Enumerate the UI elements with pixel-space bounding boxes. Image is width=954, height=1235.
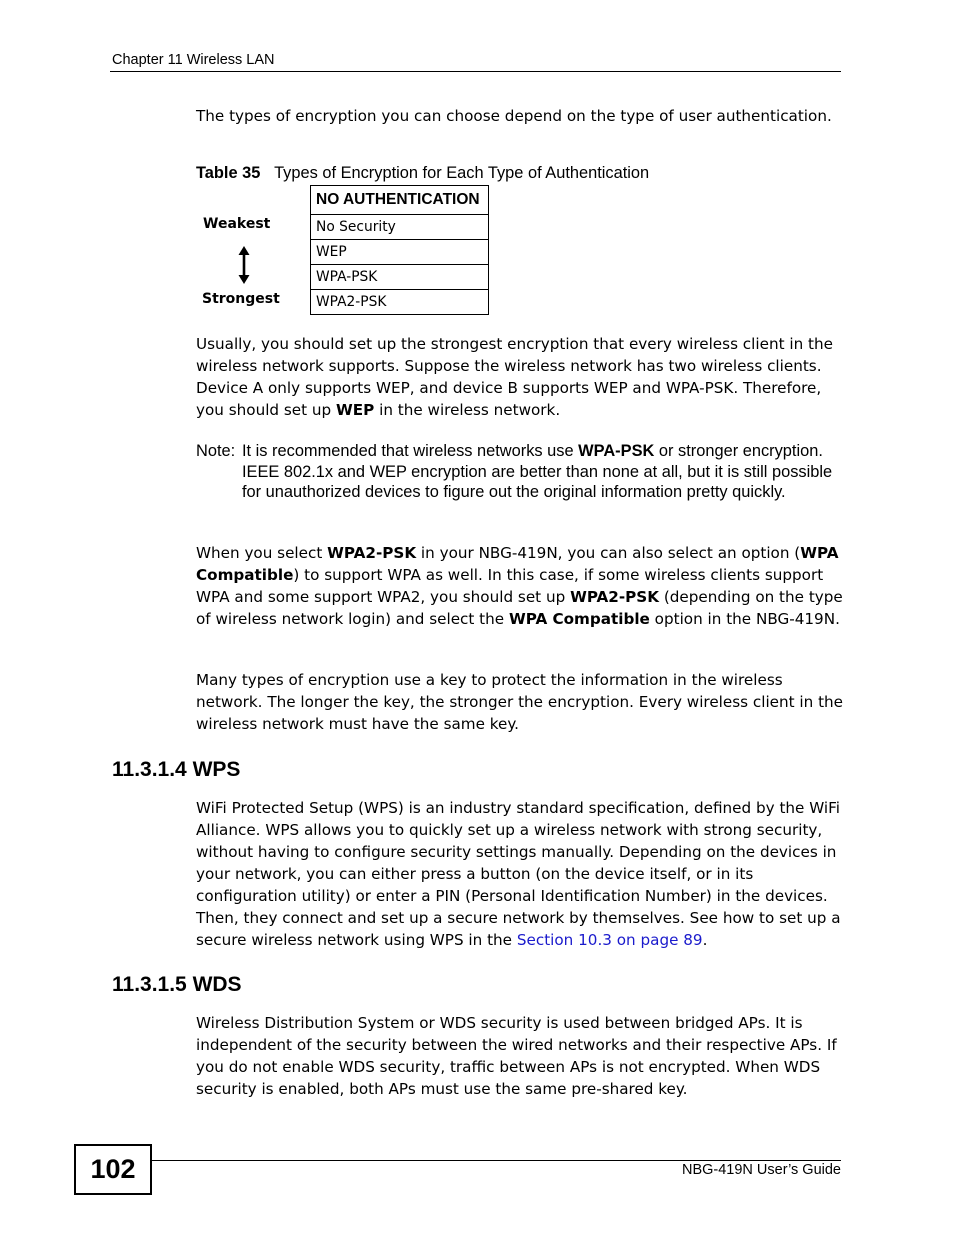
wds-paragraph: Wireless Distribution System or WDS security is used between bridged APs. It is independent of the security between the wired networks and their respective APs. If you do not enable WDS security, traffic between APs is not encrypted. When WDS security is enabled, both APs must use the same pre-shared key.: [196, 1014, 837, 1098]
strongest-label: Strongest: [202, 291, 280, 307]
table-caption: [196, 163, 649, 183]
guide-title: NBG-419N User’s Guide: [681, 1162, 841, 1178]
strongest-encryption-paragraph: Usually, you should set up the strongest encryption that every wireless client in the wireless network supports. Suppose the wireless network has two wireless clients. Device A only supports WEP, and device B supports WEP and WPA-PSK. Therefore, you should set up WEP in the wireless network.: [196, 335, 833, 419]
wps-paragraph: WiFi Protected Setup (WPS) is an industry standard specification, defined by the WiFi Alliance. WPS allows you to quickly set up a wireless network with strong security, without having to configure security settings manually. Depending on the devices in your network, you can either press a button (on the device itself, or in its configuration utility) or enter a PIN (Personal Identification Number) in the devices. Then, they connect and set up a secure network by themselves. See how to set up a secure wireless network using WPS in the Section 10.3 on page 89.: [196, 799, 841, 949]
weakest-label: Weakest: [203, 216, 271, 232]
double-arrow-icon: [236, 246, 252, 284]
section-heading-wds: 11.3.1.5 WDS: [112, 973, 242, 996]
note-text: It is recommended that wireless networks use WPA-PSK or stronger encryption. IEEE 802.1x and WEP encryption are better than none at all, but it is still possible for unauthorized devices to figure out the original information pretty quickly.: [242, 442, 833, 501]
note-label: Note:: [196, 442, 236, 460]
table-row: WEP: [311, 240, 489, 265]
table-caption-label: Table 35: [196, 164, 261, 182]
section-heading-wps: 11.3.1.4 WPS: [112, 758, 241, 781]
footer-rule: [152, 1160, 841, 1161]
table-header-no-authentication: NO AUTHENTICATION: [311, 186, 489, 215]
table-row: No Security: [311, 215, 489, 240]
encryption-table: [310, 185, 489, 315]
wpa-compatible-paragraph: When you select WPA2-PSK in your NBG-419N, you can also select an option (WPA Compatible) to support WPA as well. In this case, if some wireless clients support WPA and some support WPA2, you should set up WPA2-PSK (depending on the type of wireless network login) and select the WPA Compatible option in the NBG-419N.: [196, 544, 843, 628]
intro-paragraph: The types of encryption you can choose depend on the type of user authentication.: [196, 107, 832, 125]
table-row: WPA2-PSK: [311, 290, 489, 315]
page-number: 102: [90, 1154, 136, 1184]
table-caption-title: Types of Encryption for Each Type of Authentication: [274, 164, 650, 182]
note-block: [196, 441, 846, 503]
table-row: WPA-PSK: [311, 265, 489, 290]
encryption-key-paragraph: Many types of encryption use a key to protect the information in the wireless network. The longer the key, the stronger the encryption. Every wireless client in the wireless network must have the same key.: [196, 671, 844, 733]
section-link[interactable]: Section 10.3 on page 89: [516, 931, 703, 949]
chapter-header: Chapter 11 Wireless LAN: [112, 52, 275, 68]
header-rule: [110, 71, 841, 72]
